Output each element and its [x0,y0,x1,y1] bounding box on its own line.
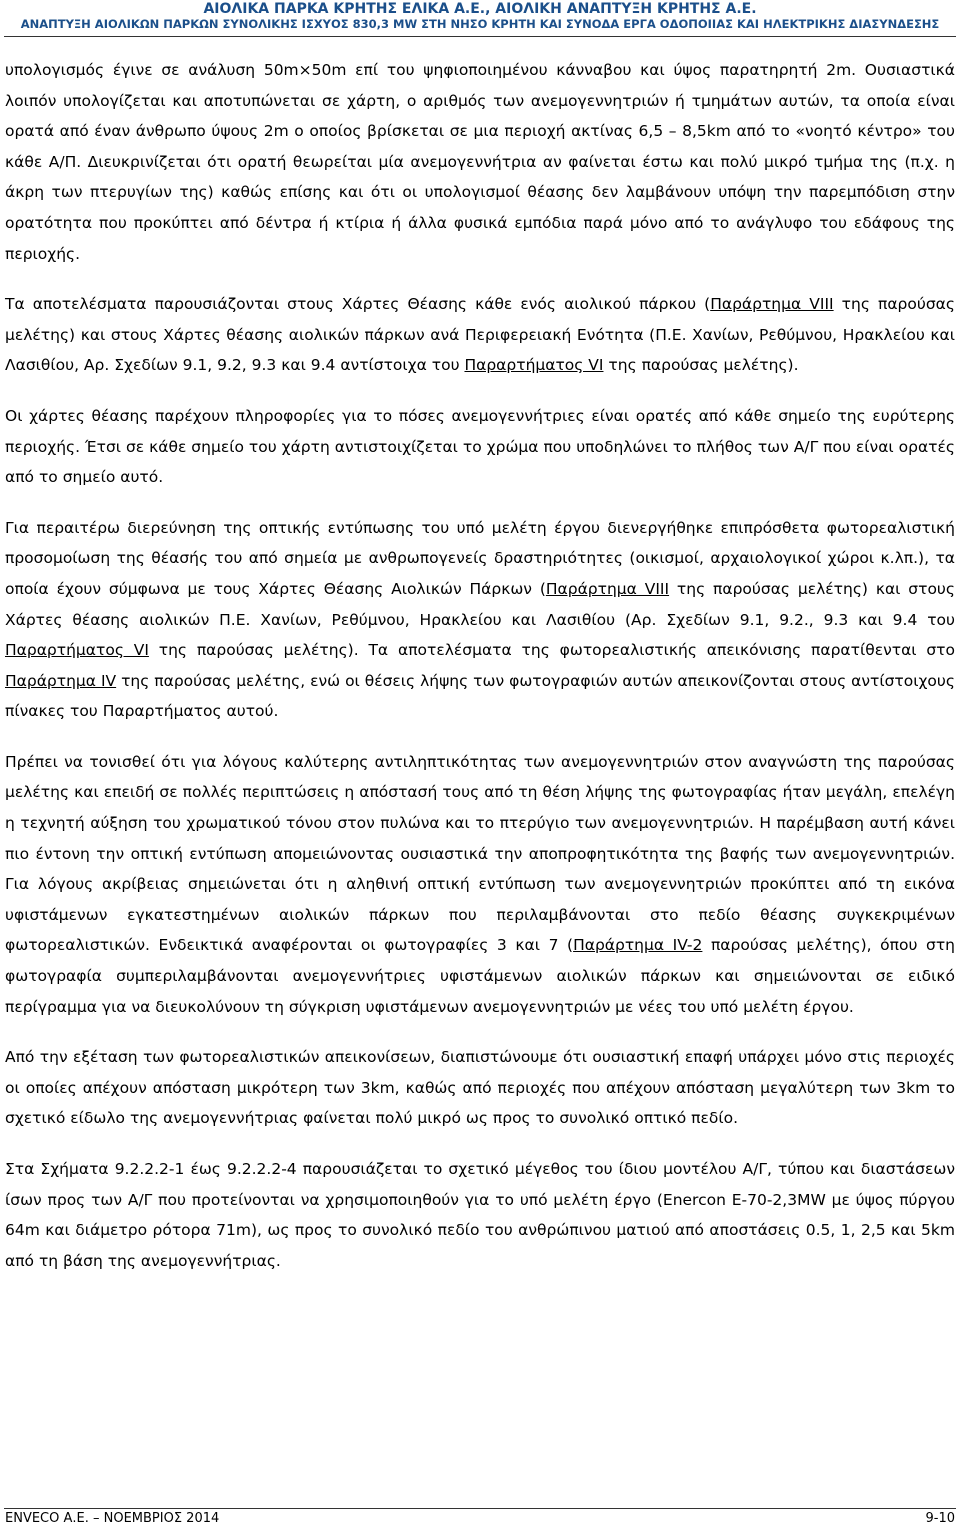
paragraph-4-text-b: της παρούσας μελέτης) και στους Χάρτες θέασης αιολικών Π.Ε. Χανίων, Ρεθύμνου, Ηρακλείου και Λασιθίου (Αρ. Σχεδίων 9.1, 9.2., 9.3 και 9.4 του [5,579,955,629]
paragraph-3: Οι χάρτες θέασης παρέχουν πληροφορίες για το πόσες ανεμογεννήτριες είναι ορατές από κάθε σημείο της ευρύτερης περιοχής. Έτσι σε κάθε σημείο του χάρτη αντιστοιχίζεται το χρώμα που υποδηλώνει το πλήθος των Α/Γ που είναι ορατές από το σημείο αυτό. [5,406,955,487]
appendix-viii-link[interactable]: Παράρτημα VIII [545,579,670,598]
page-footer [5,1511,955,1527]
appendix-iv-link[interactable]: Παράρτημα IV [5,671,117,690]
header-subtitle: ΑΝΑΠΤΥΞΗ ΑΙΟΛΙΚΩΝ ΠΑΡΚΩΝ ΣΥΝΟΛΙΚΗΣ ΙΣΧΥΟΣ 830,3 MW ΣΤΗ ΝΗΣΟ ΚΡΗΤΗ ΚΑΙ ΣΥΝΟΔΑ ΕΡΓΑ ΟΔΟΠΟΙΙΑΣ ΚΑΙ ΗΛΕΚΤΡΙΚΗΣ ΔΙΑΣΥΝΔΕΣΗΣ [20,17,940,31]
paragraph-2 [5,289,955,381]
paragraph-7: Στα Σχήματα 9.2.2.2-1 έως 9.2.2.2-4 παρουσιάζεται το σχετικό μέγεθος του ίδιου μοντέλου Α/Γ, τύπου και διαστάσεων ίσων προς των Α/Γ που προτείνονται να χρησιμοποιηθούν για το υπό μελέτη έργο (Enercon E-70-2,3MW με ύψος πύργου 64m και διάμετρο ρότορα 71m), ως προς το συνολικό πεδίο του ανθρώπινου ματιού από αποστάσεις 0.5, 1, 2,5 και 5km από τη βάση της ανεμογεννήτριας. [5,1160,955,1270]
paragraph-4 [5,513,955,727]
paragraph-4-text-d: της παρούσας μελέτης, ενώ οι θέσεις λήψης των φωτογραφιών αυτών απεικονίζονται στους αντίστοιχους πίνακες του Παραρτήματος αυτού. [5,671,955,721]
paragraph-4-text-c: της παρούσας μελέτης). Τα αποτελέσματα της φωτορεαλιστικής απεικόνισης παρατίθενται στο [148,641,955,660]
paragraph-1: υπολογισμός έγινε σε ανάλυση 50m×50m επί του ψηφιοποιημένου κάνναβου και ύψος παρατηρητή 2m. Ουσιαστικά λοιπόν υπολογίζεται και αποτυπώνεται σε χάρτη, ο αριθμός των ανεμογεννητριών ή τμημάτων αυτών, τα οποία είναι ορατά από έναν άνθρωπο ύψους 2m ο οποίος βρίσκεται σε μια περιοχή ακτίνας 6,5 – 8,5km από το «νοητό κέντρο» του κάθε Α/Π. Διευκρινίζεται ότι ορατή θεωρείται μία ανεμογεννήτρια αν φαίνεται έστω και πολύ μικρό τμήμα της (π.χ. η άκρη των πτερυγίων της) καθώς επίσης και ότι οι υπολογισμοί θέασης δεν λαμβάνουν υπόψη την παρεμπόδιση στην ορατότητα που προκύπτει από δέντρα ή κτίρια ή άλλα φυσικά εμπόδια παρά μόνο από το ανάγλυφο του εδάφους της περιοχής. [5,61,955,263]
appendix-vi-link[interactable]: Παραρτήματος VI [5,641,149,660]
page-header [0,0,960,31]
paragraph-2-text-c: της παρούσας μελέτης). [603,356,799,375]
footer-divider [4,1508,956,1509]
paragraph-5 [5,747,955,1022]
paragraph-6: Από την εξέταση των φωτορεαλιστικών απεικονίσεων, διαπιστώνουμε ότι ουσιαστική επαφή υπάρχει μόνο στις περιοχές οι οποίες απέχουν απόσταση μικρότερη των 3km, καθώς από περιοχές που απέχουν απόσταση μεγαλύτερη των 3km το σχετικό είδωλο της ανεμογεννήτριας φαίνεται πολύ μικρό ως προς το συνολικό οπτικό πεδίο. [5,1048,955,1128]
document-body [5,55,955,1296]
footer-company-date: ENVECO Α.Ε. – ΝΟΕΜΒΡΙΟΣ 2014 [5,1511,220,1526]
header-title: ΑΙΟΛΙΚΑ ΠΑΡΚΑ ΚΡΗΤΗΣ ΕΛΙΚΑ Α.Ε., ΑΙΟΛΙΚΗ ΑΝΑΠΤΥΞΗ ΚΡΗΤΗΣ Α.Ε. [203,1,757,17]
appendix-vi-link[interactable]: Παραρτήματος VI [464,356,604,375]
appendix-viii-link[interactable]: Παράρτημα VIII [710,295,834,314]
header-divider [4,36,956,37]
paragraph-5-text-b: παρούσας μελέτης), όπου στη φωτογραφία συμπεριλαμβάνονται ανεμογεννήτριες υφιστάμενων αιολικών πάρκων και σημειώνονται σε ειδικό περίγραμμα για να διευκολύνουν τη σύγκριση υφιστάμενων ανεμογεννητριών με νέες του υπό μελέτη έργου. [5,936,955,1016]
paragraph-4-text-a: Για περαιτέρω διερεύνηση της οπτικής εντύπωσης του υπό μελέτη έργου διενεργήθηκε επιπρόσθετα φωτορεαλιστική προσομοίωση της θέασής του από σημεία με ανθρωπογενείς δραστηριότητες (οικισμοί, αρχαιολογικοί χώροι κ.λπ.), τα οποία έχουν σύμφωνα με τους Χάρτες Θέασης Αιολικών Πάρκων ( [5,518,955,598]
paragraph-5-text-a: Πρέπει να τονισθεί ότι για λόγους καλύτερης αντιληπτικότητας των ανεμογεννητριών στον αναγνώστη της παρούσας μελέτης και επειδή σε πολλές περιπτώσεις η απόστασή τους από τη θέση λήψης της φωτογραφίας ήταν μεγάλη, επελέγη η τεχνητή αύξηση του χρωματικού τόνου στον πυλώνα και το πτερύγιο των ανεμογεννητριών. Η παρέμβαση αυτή κάνει πιο έντονη την οπτική εντύπωση απομειώνοντας ουσιαστικά την αποπροφητικότητα της βαφής των ανεμογεννητριών. Για λόγους ακρίβειας σημειώνεται ότι η αληθινή οπτική εντύπωση των ανεμογεννητριών προκύπτει από τη εικόνα υφιστάμενων εγκατεστημένων αιολικών πάρκων που περιλαμβάνονται στο πεδίο θέασης συγκεκριμένων φωτορεαλιστικών. Ενδεικτικά αναφέρονται οι φωτογραφίες 3 και 7 ( [5,752,955,955]
paragraph-2-text-b: της παρούσας μελέτης) και στους Χάρτες θέασης αιολικών πάρκων ανά Περιφερειακή Ενότητα (Π.Ε. Χανίων, Ρεθύμνου, Ηρακλείου και Λασιθίου, Αρ. Σχεδίων 9.1, 9.2, 9.3 και 9.4 αντίστοιχα του [5,295,955,375]
page-number: 9-10 [925,1511,955,1526]
paragraph-2-text-a: Τα αποτελέσματα παρουσιάζονται στους Χάρτες Θέασης κάθε ενός αιολικού πάρκου ( [5,295,711,314]
appendix-iv-2-link[interactable]: Παράρτημα IV-2 [573,936,703,955]
